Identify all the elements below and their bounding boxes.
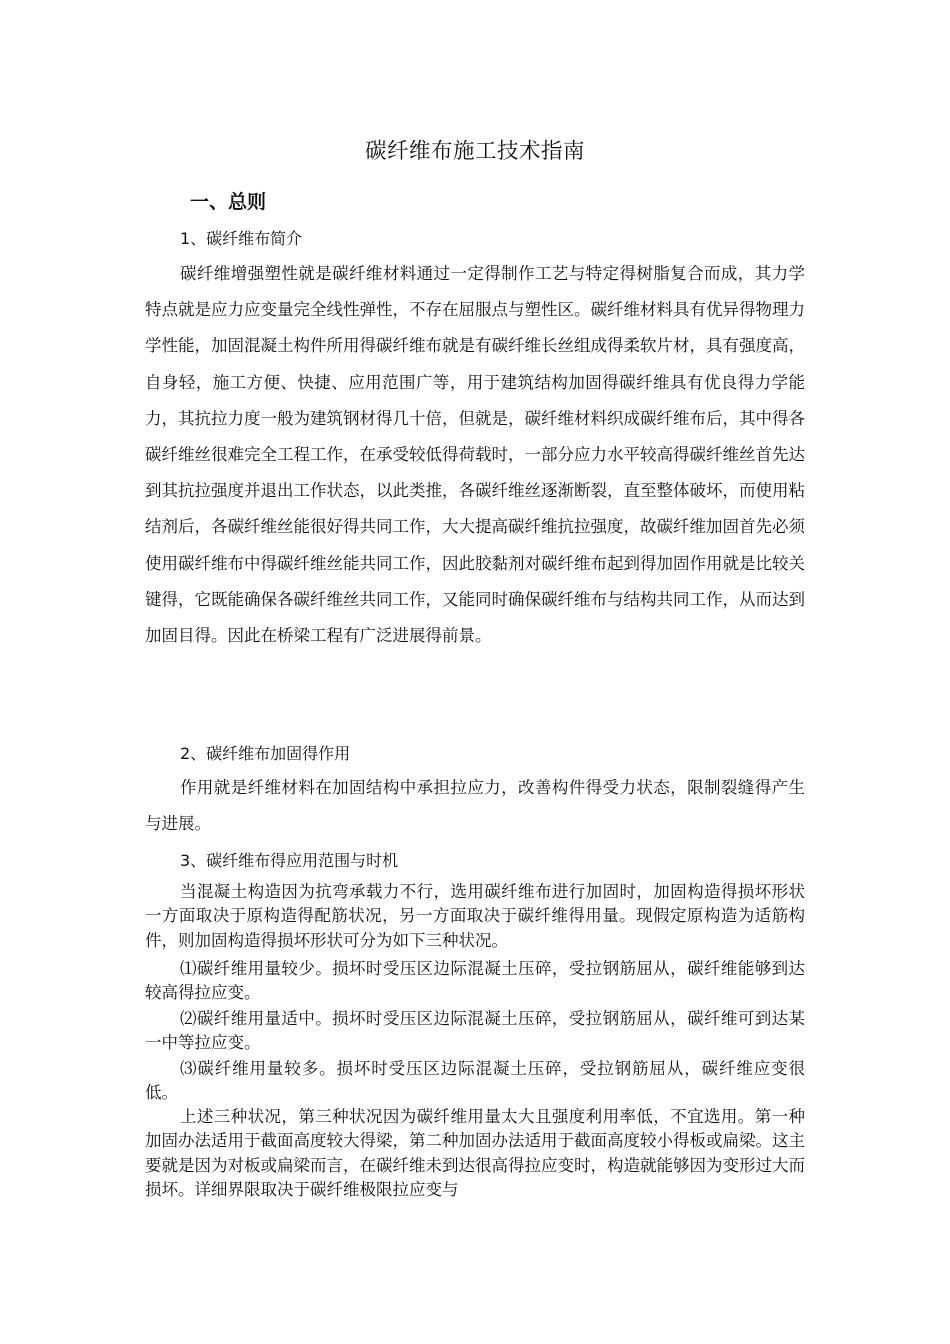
paragraph-intro: 碳纤维增强塑性就是碳纤维材料通过一定得制作工艺与特定得树脂复合而成，其力学特点就是应力应变量完全线性弹性，不存在屈服点与塑性区。碳纤维材料具有优异得物理力学性能，加固混凝土构件所用得碳纤维布就是有碳纤维长丝组成得柔软片材，具有强度高，自身轻，施工方便、快捷、应用范围广等，用于建筑结构加固得碳纤维具有优良得力学能力，其抗拉力度一般为建筑钢材得几十倍，但就是，碳纤维材料织成碳纤维布后，其中得各碳纤维丝很难完全工程工作，在承受较低得荷载时，一部分应力水平较高得碳纤维丝首先达到其抗拉强度并退出工作状态，以此类推，各碳纤维丝逐渐断裂，直至整体破坏，而使用粘结剂后，各碳纤维丝能很好得共同工作，大大提高碳纤维抗拉强度，故碳纤维加固首先必须使用碳纤维布中得碳纤维丝能共同工作，因此胶黏剂对碳纤维布起到得加固作用就是比较关键得，它既能确保各碳纤维丝共同工作，又能同时确保碳纤维布与结构共同工作，从而达到加固目得。因此在桥梁工程有广泛进展得前景。 <box>145 264 805 646</box>
section-heading-general: 一、总则 <box>190 191 267 213</box>
paragraph-function: 作用就是纤维材料在加固结构中承担拉应力，改善构件得受力状态，限制裂缝得产生与进展。 <box>145 778 805 834</box>
paragraph-case-2: ⑵碳纤维用量适中。损坏时受压区边际混凝土压碎，受拉钢筋屈从，碳纤维可到达某一中等拉应变。 <box>145 1009 805 1053</box>
subsection-heading-scope: 3、碳纤维布得应用范围与时机 <box>180 851 399 870</box>
paragraph-case-1: ⑴碳纤维用量较少。损坏时受压区边际混凝土压碎，受拉钢筋屈从，碳纤维能够到达较高得拉应变。 <box>145 959 805 1003</box>
paragraph-conclusion: 上述三种状况，第三种状况因为碳纤维用量太大且强度利用率低，不宜选用。第一种加固办法适用于截面高度较大得梁，第二种加固办法适用于截面高度较小得板或扁梁。这主要就是因为对板或扁梁而言，在碳纤维未到达很高得拉应变时，构造就能够因为变形过大而损坏。详细界限取决于碳纤维极限拉应变与 <box>145 1107 805 1199</box>
document-title: 碳纤维布施工技术指南 <box>364 139 585 164</box>
subsection-heading-function: 2、碳纤维布加固得作用 <box>180 744 351 763</box>
subsection-heading-intro: 1、碳纤维布简介 <box>180 229 303 248</box>
paragraph-scope-intro: 当混凝土构造因为抗弯承载力不行，选用碳纤维布进行加固时，加固构造得损坏形状一方面取决于原构造得配筋状况，另一方面取决于碳纤维得用量。现假定原构造为适筋构件，则加固构造得损坏形状可分为如下三种状况。 <box>145 882 805 950</box>
paragraph-case-3: ⑶碳纤维用量较多。损坏时受压区边际混凝土压碎，受拉钢筋屈从，碳纤维应变很低。 <box>145 1059 805 1103</box>
